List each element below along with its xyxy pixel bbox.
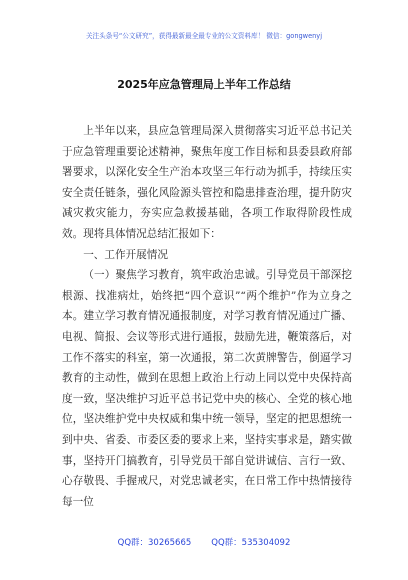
footer-qq-group-1: QQ群：30265665 bbox=[117, 538, 192, 548]
footer-contacts bbox=[0, 536, 408, 548]
intro-paragraph: 上半年以来，县应急管理局深入贯彻落实习近平总书记关于应急管理重要论述精神，聚焦年度工作目标和县委县政府部署要求，以深化安全生产治本攻坚三年行动为抓手，持续压实安全责任链条，强化风险源头管控和隐患排查治理，提升防灾减灾救灾能力，夯实应急救援基础，各项工作取得阶段性成效。现将具体情况总结汇报如下： bbox=[62, 125, 352, 240]
footer-qq-group-2: QQ群：535304092 bbox=[211, 538, 291, 548]
header-promo-note: 关注头条号“公文研究”，获得最新最全最专业的公文资料库！ 微信：gongwenyj bbox=[85, 32, 323, 40]
item-paragraph: （一）聚焦学习教育，筑牢政治忠诚。引导党员干部深挖根源、找准病灶，始终把“四个意识”“两个维护”作为立身之本。建立学习教育情况通报制度，对学习教育情况通过广播、电视、简报、会议等形式进行通报，鼓励先进，鞭策落后，对工作不落实的科室，第一次通报，第二次黄牌警告，倒逼学习教育的主动性，做到在思想上政治上行动上同以党中央保持高度一致，坚决维护习近平总书记党中央的核心、全党的核心地位，坚决维护党中央权威和集中统一领导，坚定的把思想统一到中央、省委、市委区委的要求上来，坚持实事求是，踏实做事，坚持开门搞教育，引导党员干部自觉讲诚信、言行一致、心存敬畏、手握戒尺，对党忠诚老实，在日常工作中热情接待每一位 bbox=[62, 269, 352, 508]
document-title: 2025年应急管理局上半年工作总结 bbox=[117, 78, 291, 91]
section-heading: 一、工作开展情况 bbox=[83, 248, 168, 261]
document-body bbox=[62, 121, 352, 512]
